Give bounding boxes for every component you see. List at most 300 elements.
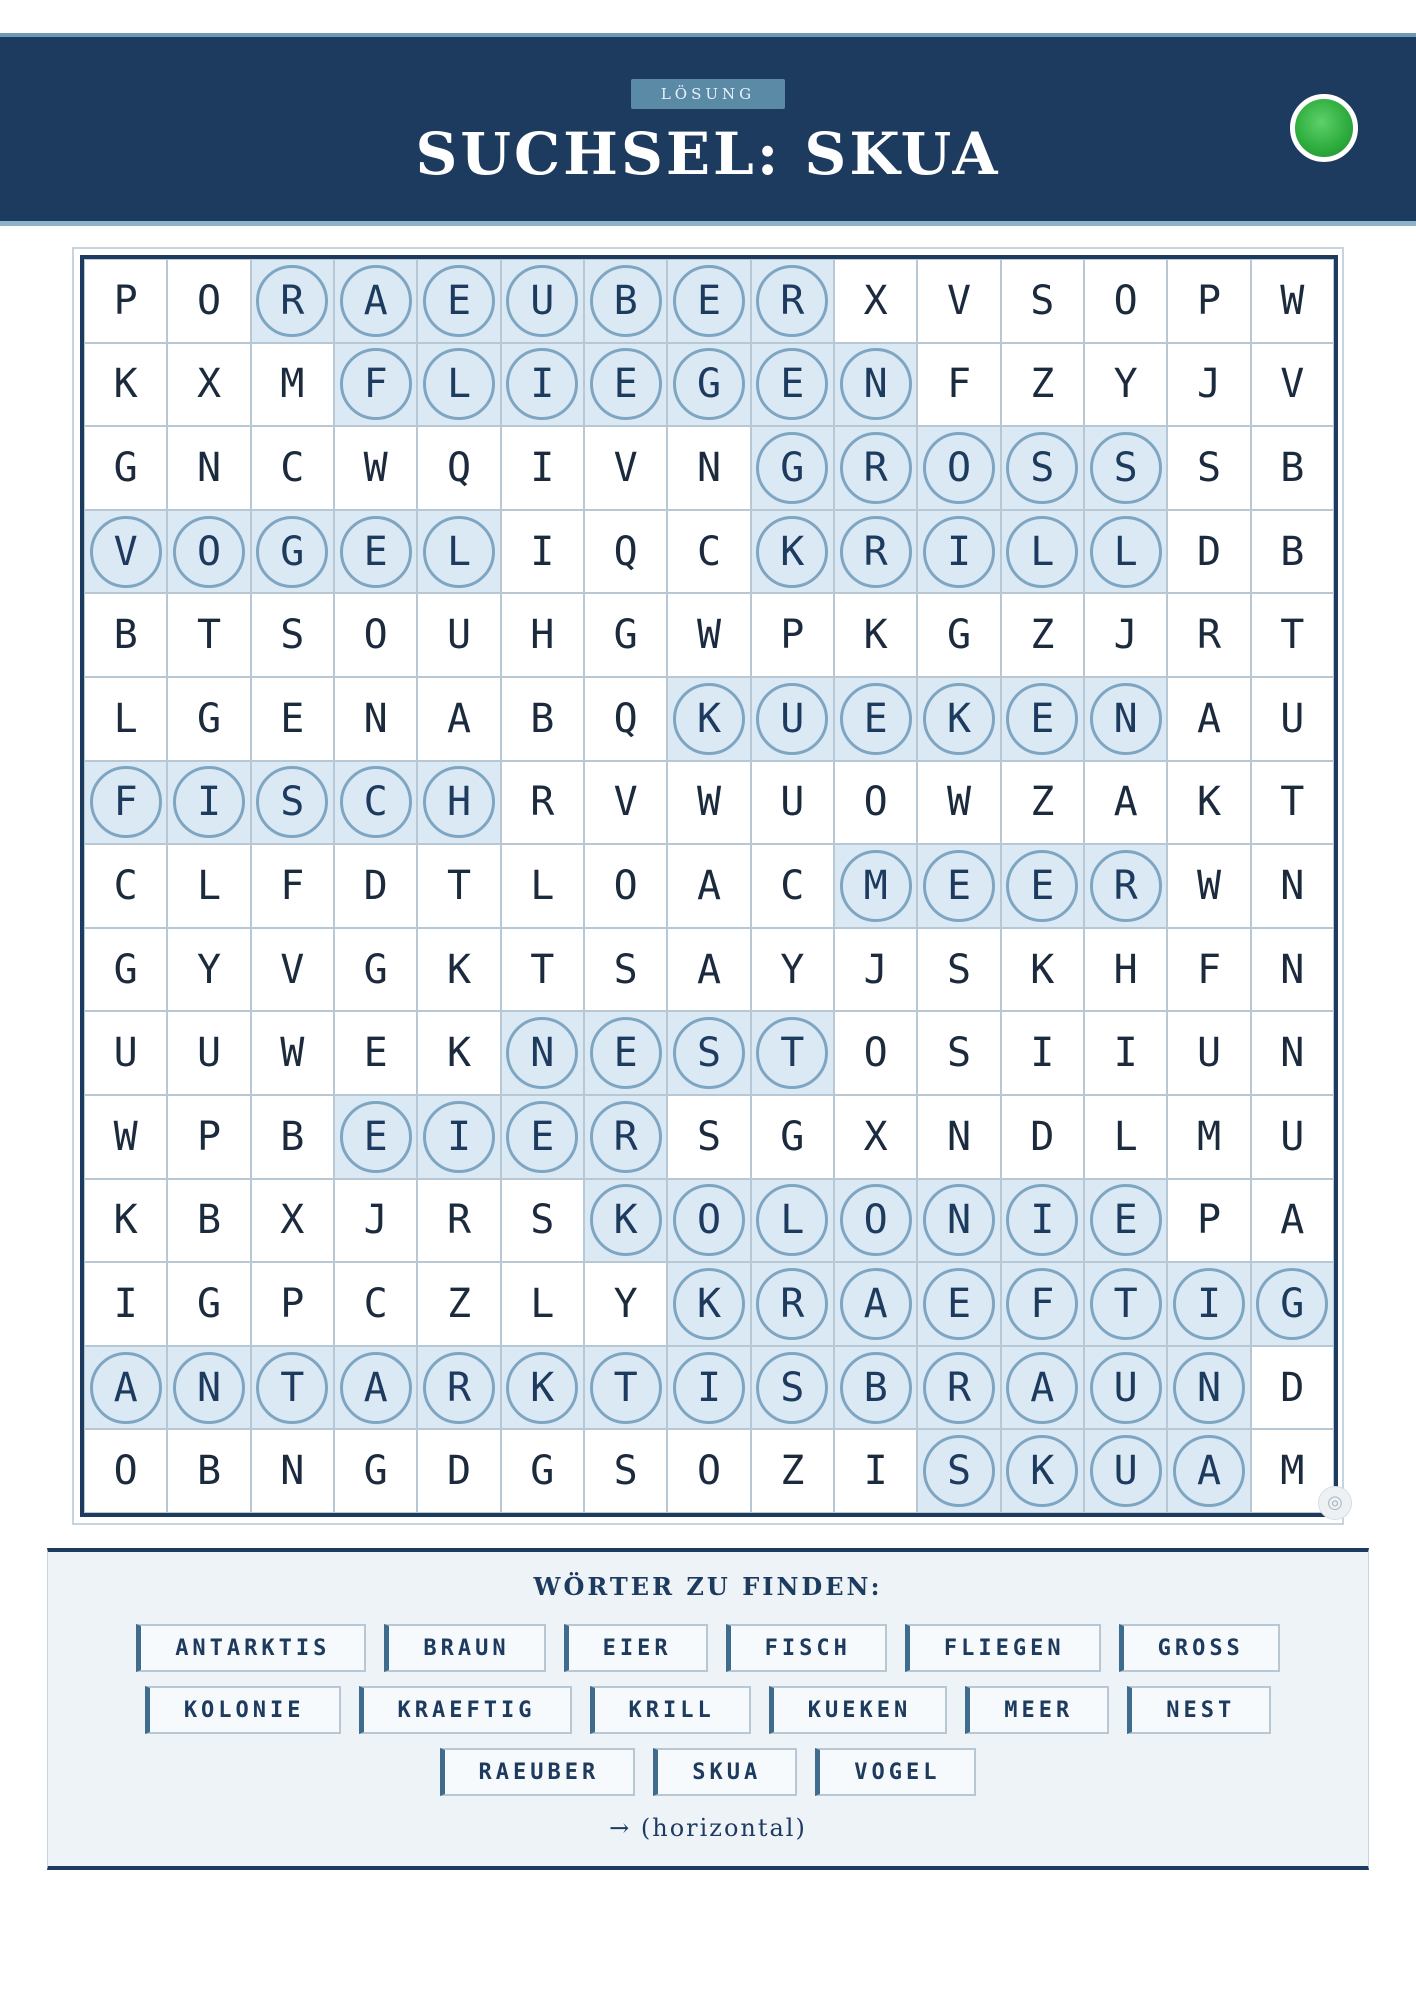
grid-letter: R bbox=[613, 1113, 638, 1160]
grid-cell[interactable] bbox=[417, 1011, 500, 1095]
grid-letter: K bbox=[1030, 946, 1055, 993]
grid-cell[interactable] bbox=[1001, 677, 1084, 761]
grid-cell[interactable] bbox=[834, 1179, 917, 1263]
grid-cell[interactable] bbox=[1167, 1011, 1250, 1095]
grid-cell[interactable] bbox=[834, 343, 917, 427]
grid-cell[interactable] bbox=[584, 1346, 667, 1430]
grid-letter: A bbox=[1030, 1364, 1055, 1411]
grid-cell[interactable] bbox=[1251, 426, 1334, 510]
grid-letter: P bbox=[280, 1280, 305, 1327]
grid-cell[interactable] bbox=[834, 1429, 917, 1513]
grid-cell[interactable] bbox=[1251, 1262, 1334, 1346]
grid-cell[interactable] bbox=[251, 1429, 334, 1513]
grid-cell[interactable] bbox=[167, 1346, 250, 1430]
grid-cell[interactable] bbox=[1167, 677, 1250, 761]
grid-cell[interactable] bbox=[834, 259, 917, 343]
grid-letter: E bbox=[613, 361, 638, 408]
grid-letter: O bbox=[863, 1197, 888, 1244]
grid-cell[interactable] bbox=[334, 1262, 417, 1346]
grid-cell[interactable] bbox=[917, 1095, 1000, 1179]
grid-cell[interactable] bbox=[167, 510, 250, 594]
grid-cell[interactable] bbox=[834, 1346, 917, 1430]
grid-cell[interactable] bbox=[751, 426, 834, 510]
grid-cell[interactable] bbox=[167, 343, 250, 427]
grid-cell[interactable] bbox=[1167, 1262, 1250, 1346]
grid-cell[interactable] bbox=[334, 761, 417, 845]
grid-cell[interactable] bbox=[251, 343, 334, 427]
grid-cell[interactable] bbox=[417, 677, 500, 761]
grid-cell[interactable] bbox=[251, 426, 334, 510]
grid-cell[interactable] bbox=[1084, 1262, 1167, 1346]
grid-letter: G bbox=[613, 612, 638, 659]
grid-cell[interactable] bbox=[584, 343, 667, 427]
grid-cell[interactable] bbox=[334, 1179, 417, 1263]
grid-cell[interactable] bbox=[501, 761, 584, 845]
grid-letter: U bbox=[113, 1030, 138, 1077]
grid-cell[interactable] bbox=[1001, 1011, 1084, 1095]
grid-cell[interactable] bbox=[917, 844, 1000, 928]
grid-cell[interactable] bbox=[1167, 259, 1250, 343]
grid-cell[interactable] bbox=[584, 1095, 667, 1179]
grid-cell[interactable] bbox=[501, 1346, 584, 1430]
grid-cell[interactable] bbox=[1001, 593, 1084, 677]
grid-cell[interactable] bbox=[667, 844, 750, 928]
word-chip-raeuber[interactable]: RAEUBER bbox=[440, 1748, 636, 1796]
grid-letter: E bbox=[613, 1030, 638, 1077]
grid-letter: C bbox=[280, 444, 305, 491]
word-chip-fisch[interactable]: FISCH bbox=[726, 1624, 887, 1672]
grid-cell[interactable] bbox=[501, 1429, 584, 1513]
grid-letter: W bbox=[280, 1030, 305, 1077]
grid-cell[interactable] bbox=[1084, 1429, 1167, 1513]
grid-cell[interactable] bbox=[667, 510, 750, 594]
grid-cell[interactable] bbox=[251, 1095, 334, 1179]
grid-cell[interactable] bbox=[167, 761, 250, 845]
word-chip-braun[interactable]: BRAUN bbox=[384, 1624, 545, 1672]
letter-grid bbox=[80, 255, 1338, 1517]
grid-cell[interactable] bbox=[334, 593, 417, 677]
grid-letter: S bbox=[280, 779, 305, 826]
grid-cell[interactable] bbox=[1001, 844, 1084, 928]
grid-letter: G bbox=[780, 444, 805, 491]
grid-cell[interactable] bbox=[917, 1262, 1000, 1346]
grid-cell[interactable] bbox=[84, 510, 167, 594]
grid-cell[interactable] bbox=[501, 343, 584, 427]
grid-letter: S bbox=[946, 1448, 972, 1495]
grid-cell[interactable] bbox=[751, 259, 834, 343]
grid-cell[interactable] bbox=[667, 677, 750, 761]
grid-cell[interactable] bbox=[1167, 844, 1250, 928]
grid-cell[interactable] bbox=[334, 677, 417, 761]
grid-cell[interactable] bbox=[584, 510, 667, 594]
grid-cell[interactable] bbox=[667, 1095, 750, 1179]
grid-cell[interactable] bbox=[1001, 343, 1084, 427]
grid-cell[interactable] bbox=[334, 1095, 417, 1179]
grid-cell[interactable] bbox=[251, 510, 334, 594]
grid-cell[interactable] bbox=[834, 761, 917, 845]
grid-letter: A bbox=[363, 277, 388, 324]
grid-cell[interactable] bbox=[501, 259, 584, 343]
grid-cell[interactable] bbox=[917, 928, 1000, 1012]
grid-cell[interactable] bbox=[1251, 1346, 1334, 1430]
grid-cell[interactable] bbox=[1167, 426, 1250, 510]
grid-cell[interactable] bbox=[1167, 510, 1250, 594]
grid-letter: G bbox=[113, 444, 138, 491]
grid-cell[interactable] bbox=[501, 510, 584, 594]
grid-cell[interactable] bbox=[667, 259, 750, 343]
grid-cell[interactable] bbox=[501, 928, 584, 1012]
grid-cell[interactable] bbox=[167, 928, 250, 1012]
word-chip-nest[interactable]: NEST bbox=[1127, 1686, 1271, 1734]
word-chip-kueken[interactable]: KUEKEN bbox=[769, 1686, 947, 1734]
grid-cell[interactable] bbox=[917, 593, 1000, 677]
word-row bbox=[145, 1686, 1271, 1734]
grid-cell[interactable] bbox=[1001, 1346, 1084, 1430]
grid-letter: Y bbox=[613, 1280, 638, 1327]
grid-cell[interactable] bbox=[167, 1429, 250, 1513]
grid-cell[interactable] bbox=[84, 259, 167, 343]
grid-cell[interactable] bbox=[1084, 343, 1167, 427]
grid-cell[interactable] bbox=[501, 677, 584, 761]
grid-cell[interactable] bbox=[84, 928, 167, 1012]
grid-cell[interactable] bbox=[1001, 761, 1084, 845]
grid-cell[interactable] bbox=[417, 259, 500, 343]
grid-cell[interactable] bbox=[1167, 1429, 1250, 1513]
grid-cell[interactable] bbox=[1084, 510, 1167, 594]
grid-letter: I bbox=[446, 1113, 472, 1160]
grid-cell[interactable] bbox=[667, 593, 750, 677]
grid-cell[interactable] bbox=[251, 844, 334, 928]
grid-cell[interactable] bbox=[1001, 510, 1084, 594]
grid-cell[interactable] bbox=[917, 1429, 1000, 1513]
grid-cell[interactable] bbox=[1251, 259, 1334, 343]
grid-letter: R bbox=[446, 1364, 472, 1411]
grid-cell[interactable] bbox=[1167, 1346, 1250, 1430]
grid-letter: S bbox=[280, 612, 305, 659]
grid-cell[interactable] bbox=[251, 259, 334, 343]
grid-cell[interactable] bbox=[417, 426, 500, 510]
grid-letter: L bbox=[113, 695, 138, 742]
grid-cell[interactable] bbox=[417, 844, 500, 928]
grid-cell[interactable] bbox=[251, 928, 334, 1012]
grid-cell[interactable] bbox=[1084, 1346, 1167, 1430]
grid-cell[interactable] bbox=[501, 844, 584, 928]
grid-cell[interactable] bbox=[501, 1011, 584, 1095]
grid-cell[interactable] bbox=[417, 1346, 500, 1430]
grid-cell[interactable] bbox=[417, 1262, 500, 1346]
grid-cell[interactable] bbox=[584, 928, 667, 1012]
grid-cell[interactable] bbox=[417, 593, 500, 677]
grid-letter: S bbox=[696, 1030, 722, 1077]
grid-letter: A bbox=[696, 946, 722, 993]
grid-cell[interactable] bbox=[917, 343, 1000, 427]
grid-cell[interactable] bbox=[1084, 1095, 1167, 1179]
grid-cell[interactable] bbox=[917, 1179, 1000, 1263]
grid-cell[interactable] bbox=[84, 343, 167, 427]
grid-cell[interactable] bbox=[334, 1011, 417, 1095]
word-chip-meer[interactable]: MEER bbox=[965, 1686, 1109, 1734]
grid-cell[interactable] bbox=[334, 259, 417, 343]
grid-cell[interactable] bbox=[334, 844, 417, 928]
grid-letter: X bbox=[863, 1113, 888, 1160]
grid-cell[interactable] bbox=[84, 1262, 167, 1346]
grid-cell[interactable] bbox=[1251, 593, 1334, 677]
grid-cell[interactable] bbox=[1251, 1095, 1334, 1179]
grid-cell[interactable] bbox=[251, 593, 334, 677]
header-bar bbox=[0, 33, 1416, 226]
grid-cell[interactable] bbox=[84, 1011, 167, 1095]
grid-letter: I bbox=[946, 528, 972, 575]
grid-letter: N bbox=[280, 1448, 305, 1495]
grid-letter: O bbox=[363, 612, 388, 659]
grid-cell[interactable] bbox=[251, 761, 334, 845]
grid-cell[interactable] bbox=[167, 1011, 250, 1095]
grid-cell[interactable] bbox=[84, 593, 167, 677]
grid-cell[interactable] bbox=[334, 928, 417, 1012]
grid-cell[interactable] bbox=[751, 761, 834, 845]
grid-letter: O bbox=[946, 444, 972, 491]
grid-cell[interactable] bbox=[584, 259, 667, 343]
grid-cell[interactable] bbox=[834, 510, 917, 594]
grid-cell[interactable] bbox=[751, 343, 834, 427]
grid-letter: I bbox=[1030, 1030, 1055, 1077]
grid-cell[interactable] bbox=[834, 1095, 917, 1179]
grid-letter: K bbox=[446, 1030, 472, 1077]
grid-cell[interactable] bbox=[1251, 677, 1334, 761]
grid-letter: K bbox=[1030, 1448, 1055, 1495]
grid-letter: A bbox=[863, 1280, 888, 1327]
grid-cell[interactable] bbox=[834, 1262, 917, 1346]
grid-cell[interactable] bbox=[917, 677, 1000, 761]
word-chip-gross[interactable]: GROSS bbox=[1119, 1624, 1280, 1672]
word-chip-kolonie[interactable]: KOLONIE bbox=[145, 1686, 341, 1734]
grid-cell[interactable] bbox=[84, 844, 167, 928]
grid-letter: B bbox=[530, 695, 555, 742]
grid-letter: U bbox=[1113, 1448, 1138, 1495]
grid-cell[interactable] bbox=[1167, 343, 1250, 427]
grid-letter: D bbox=[363, 862, 388, 909]
grid-cell[interactable] bbox=[1084, 426, 1167, 510]
grid-cell[interactable] bbox=[1084, 259, 1167, 343]
grid-letter: O bbox=[863, 779, 888, 826]
grid-cell[interactable] bbox=[417, 761, 500, 845]
grid-cell[interactable] bbox=[417, 1095, 500, 1179]
grid-cell[interactable] bbox=[834, 426, 917, 510]
grid-cell[interactable] bbox=[334, 426, 417, 510]
grid-cell[interactable] bbox=[1001, 1262, 1084, 1346]
grid-cell[interactable] bbox=[417, 510, 500, 594]
grid-cell[interactable] bbox=[584, 593, 667, 677]
grid-letter: G bbox=[780, 1113, 805, 1160]
grid-letter: U bbox=[780, 779, 805, 826]
grid-cell[interactable] bbox=[1251, 1179, 1334, 1263]
grid-letter: V bbox=[280, 946, 305, 993]
grid-cell[interactable] bbox=[917, 1011, 1000, 1095]
grid-cell[interactable] bbox=[667, 1346, 750, 1430]
grid-letter: V bbox=[113, 528, 138, 575]
grid-cell[interactable] bbox=[834, 677, 917, 761]
grid-letter: Z bbox=[1030, 361, 1055, 408]
grid-cell[interactable] bbox=[251, 1262, 334, 1346]
grid-letter: E bbox=[1113, 1197, 1138, 1244]
grid-cell[interactable] bbox=[917, 510, 1000, 594]
grid-cell[interactable] bbox=[1001, 1179, 1084, 1263]
grid-cell[interactable] bbox=[751, 1011, 834, 1095]
grid-cell[interactable] bbox=[834, 844, 917, 928]
grid-letter: K bbox=[1196, 779, 1222, 826]
grid-cell[interactable] bbox=[584, 761, 667, 845]
grid-cell[interactable] bbox=[584, 426, 667, 510]
word-chip-eier[interactable]: EIER bbox=[564, 1624, 708, 1672]
grid-cell[interactable] bbox=[84, 761, 167, 845]
grid-cell[interactable] bbox=[751, 510, 834, 594]
grid-cell[interactable] bbox=[1251, 1011, 1334, 1095]
grid-letter: N bbox=[1280, 862, 1305, 909]
grid-cell[interactable] bbox=[751, 1262, 834, 1346]
grid-cell[interactable] bbox=[84, 1095, 167, 1179]
grid-cell[interactable] bbox=[251, 1011, 334, 1095]
grid-cell[interactable] bbox=[417, 1179, 500, 1263]
grid-cell[interactable] bbox=[1251, 343, 1334, 427]
grid-cell[interactable] bbox=[667, 761, 750, 845]
grid-cell[interactable] bbox=[501, 1262, 584, 1346]
grid-cell[interactable] bbox=[667, 1011, 750, 1095]
grid-cell[interactable] bbox=[667, 1262, 750, 1346]
grid-cell[interactable] bbox=[584, 844, 667, 928]
grid-cell[interactable] bbox=[667, 1179, 750, 1263]
grid-cell[interactable] bbox=[1167, 593, 1250, 677]
grid-letter: K bbox=[863, 612, 888, 659]
green-status-icon[interactable] bbox=[1290, 94, 1358, 162]
grid-letter: L bbox=[196, 862, 222, 909]
grid-cell[interactable] bbox=[667, 426, 750, 510]
word-chip-fliegen[interactable]: FLIEGEN bbox=[905, 1624, 1101, 1672]
grid-letter: B bbox=[196, 1197, 222, 1244]
grid-cell[interactable] bbox=[167, 1179, 250, 1263]
grid-cell[interactable] bbox=[1084, 1179, 1167, 1263]
grid-cell[interactable] bbox=[84, 426, 167, 510]
word-chip-kraeftig[interactable]: KRAEFTIG bbox=[359, 1686, 572, 1734]
grid-cell[interactable] bbox=[584, 1179, 667, 1263]
grid-cell[interactable] bbox=[334, 1346, 417, 1430]
grid-cell[interactable] bbox=[751, 593, 834, 677]
grid-cell[interactable] bbox=[1251, 844, 1334, 928]
grid-cell[interactable] bbox=[1084, 761, 1167, 845]
grid-cell[interactable] bbox=[167, 677, 250, 761]
grid-cell[interactable] bbox=[1001, 1429, 1084, 1513]
grid-cell[interactable] bbox=[1001, 1095, 1084, 1179]
grid-cell[interactable] bbox=[251, 1179, 334, 1263]
grid-cell[interactable] bbox=[751, 1179, 834, 1263]
grid-cell[interactable] bbox=[584, 1011, 667, 1095]
grid-cell[interactable] bbox=[751, 1429, 834, 1513]
grid-letter: M bbox=[1196, 1113, 1222, 1160]
grid-cell[interactable] bbox=[334, 510, 417, 594]
grid-cell[interactable] bbox=[834, 928, 917, 1012]
grid-cell[interactable] bbox=[167, 1095, 250, 1179]
grid-cell[interactable] bbox=[167, 1262, 250, 1346]
grid-cell[interactable] bbox=[417, 928, 500, 1012]
grid-letter: U bbox=[196, 1030, 222, 1077]
grid-cell[interactable] bbox=[334, 343, 417, 427]
grid-cell[interactable] bbox=[84, 1429, 167, 1513]
word-list-title: WÖRTER ZU FINDEN: bbox=[533, 1572, 883, 1601]
grid-cell[interactable] bbox=[167, 426, 250, 510]
grid-cell[interactable] bbox=[501, 1095, 584, 1179]
grid-cell[interactable] bbox=[167, 259, 250, 343]
grid-cell[interactable] bbox=[84, 1179, 167, 1263]
grid-cell[interactable] bbox=[417, 343, 500, 427]
grid-cell[interactable] bbox=[584, 677, 667, 761]
grid-letter: V bbox=[613, 444, 638, 491]
grid-cell[interactable] bbox=[1001, 259, 1084, 343]
grid-cell[interactable] bbox=[584, 1429, 667, 1513]
grid-cell[interactable] bbox=[1167, 1095, 1250, 1179]
grid-letter: C bbox=[696, 528, 722, 575]
grid-cell[interactable] bbox=[1001, 426, 1084, 510]
grid-cell[interactable] bbox=[1167, 928, 1250, 1012]
grid-cell[interactable] bbox=[251, 677, 334, 761]
grid-cell[interactable] bbox=[501, 593, 584, 677]
grid-cell[interactable] bbox=[1084, 677, 1167, 761]
grid-cell[interactable] bbox=[1084, 844, 1167, 928]
grid-cell[interactable] bbox=[751, 677, 834, 761]
grid-cell[interactable] bbox=[751, 1346, 834, 1430]
grid-cell[interactable] bbox=[667, 1429, 750, 1513]
grid-letter: Q bbox=[613, 528, 638, 575]
grid-cell[interactable] bbox=[751, 928, 834, 1012]
grid-cell[interactable] bbox=[1084, 928, 1167, 1012]
grid-cell[interactable] bbox=[1251, 761, 1334, 845]
word-chip-vogel[interactable]: VOGEL bbox=[815, 1748, 976, 1796]
grid-cell[interactable] bbox=[917, 761, 1000, 845]
grid-cell[interactable] bbox=[84, 1346, 167, 1430]
grid-cell[interactable] bbox=[167, 844, 250, 928]
grid-cell[interactable] bbox=[1167, 1179, 1250, 1263]
grid-cell[interactable] bbox=[834, 593, 917, 677]
grid-cell[interactable] bbox=[1084, 593, 1167, 677]
grid-cell[interactable] bbox=[751, 844, 834, 928]
grid-cell[interactable] bbox=[84, 677, 167, 761]
word-chip-skua[interactable]: SKUA bbox=[653, 1748, 797, 1796]
grid-cell[interactable] bbox=[584, 1262, 667, 1346]
grid-letter: S bbox=[613, 1448, 638, 1495]
grid-cell[interactable] bbox=[1001, 928, 1084, 1012]
grid-cell[interactable] bbox=[167, 593, 250, 677]
grid-cell[interactable] bbox=[1251, 510, 1334, 594]
grid-cell[interactable] bbox=[667, 343, 750, 427]
grid-cell[interactable] bbox=[834, 1011, 917, 1095]
grid-cell[interactable] bbox=[251, 1346, 334, 1430]
grid-cell[interactable] bbox=[501, 1179, 584, 1263]
grid-letter: K bbox=[446, 946, 472, 993]
grid-letter: S bbox=[530, 1197, 555, 1244]
grid-cell[interactable] bbox=[667, 928, 750, 1012]
grid-cell[interactable] bbox=[1167, 761, 1250, 845]
grid-cell[interactable] bbox=[917, 259, 1000, 343]
grid-cell[interactable] bbox=[1251, 928, 1334, 1012]
word-chip-krill[interactable]: KRILL bbox=[590, 1686, 751, 1734]
grid-cell[interactable] bbox=[501, 426, 584, 510]
grid-cell[interactable] bbox=[917, 426, 1000, 510]
grid-cell[interactable] bbox=[1084, 1011, 1167, 1095]
grid-cell[interactable] bbox=[417, 1429, 500, 1513]
grid-cell[interactable] bbox=[917, 1346, 1000, 1430]
grid-letter: B bbox=[196, 1448, 222, 1495]
grid-cell[interactable] bbox=[751, 1095, 834, 1179]
grid-cell[interactable] bbox=[334, 1429, 417, 1513]
word-chip-antarktis[interactable]: ANTARKTIS bbox=[136, 1624, 366, 1672]
